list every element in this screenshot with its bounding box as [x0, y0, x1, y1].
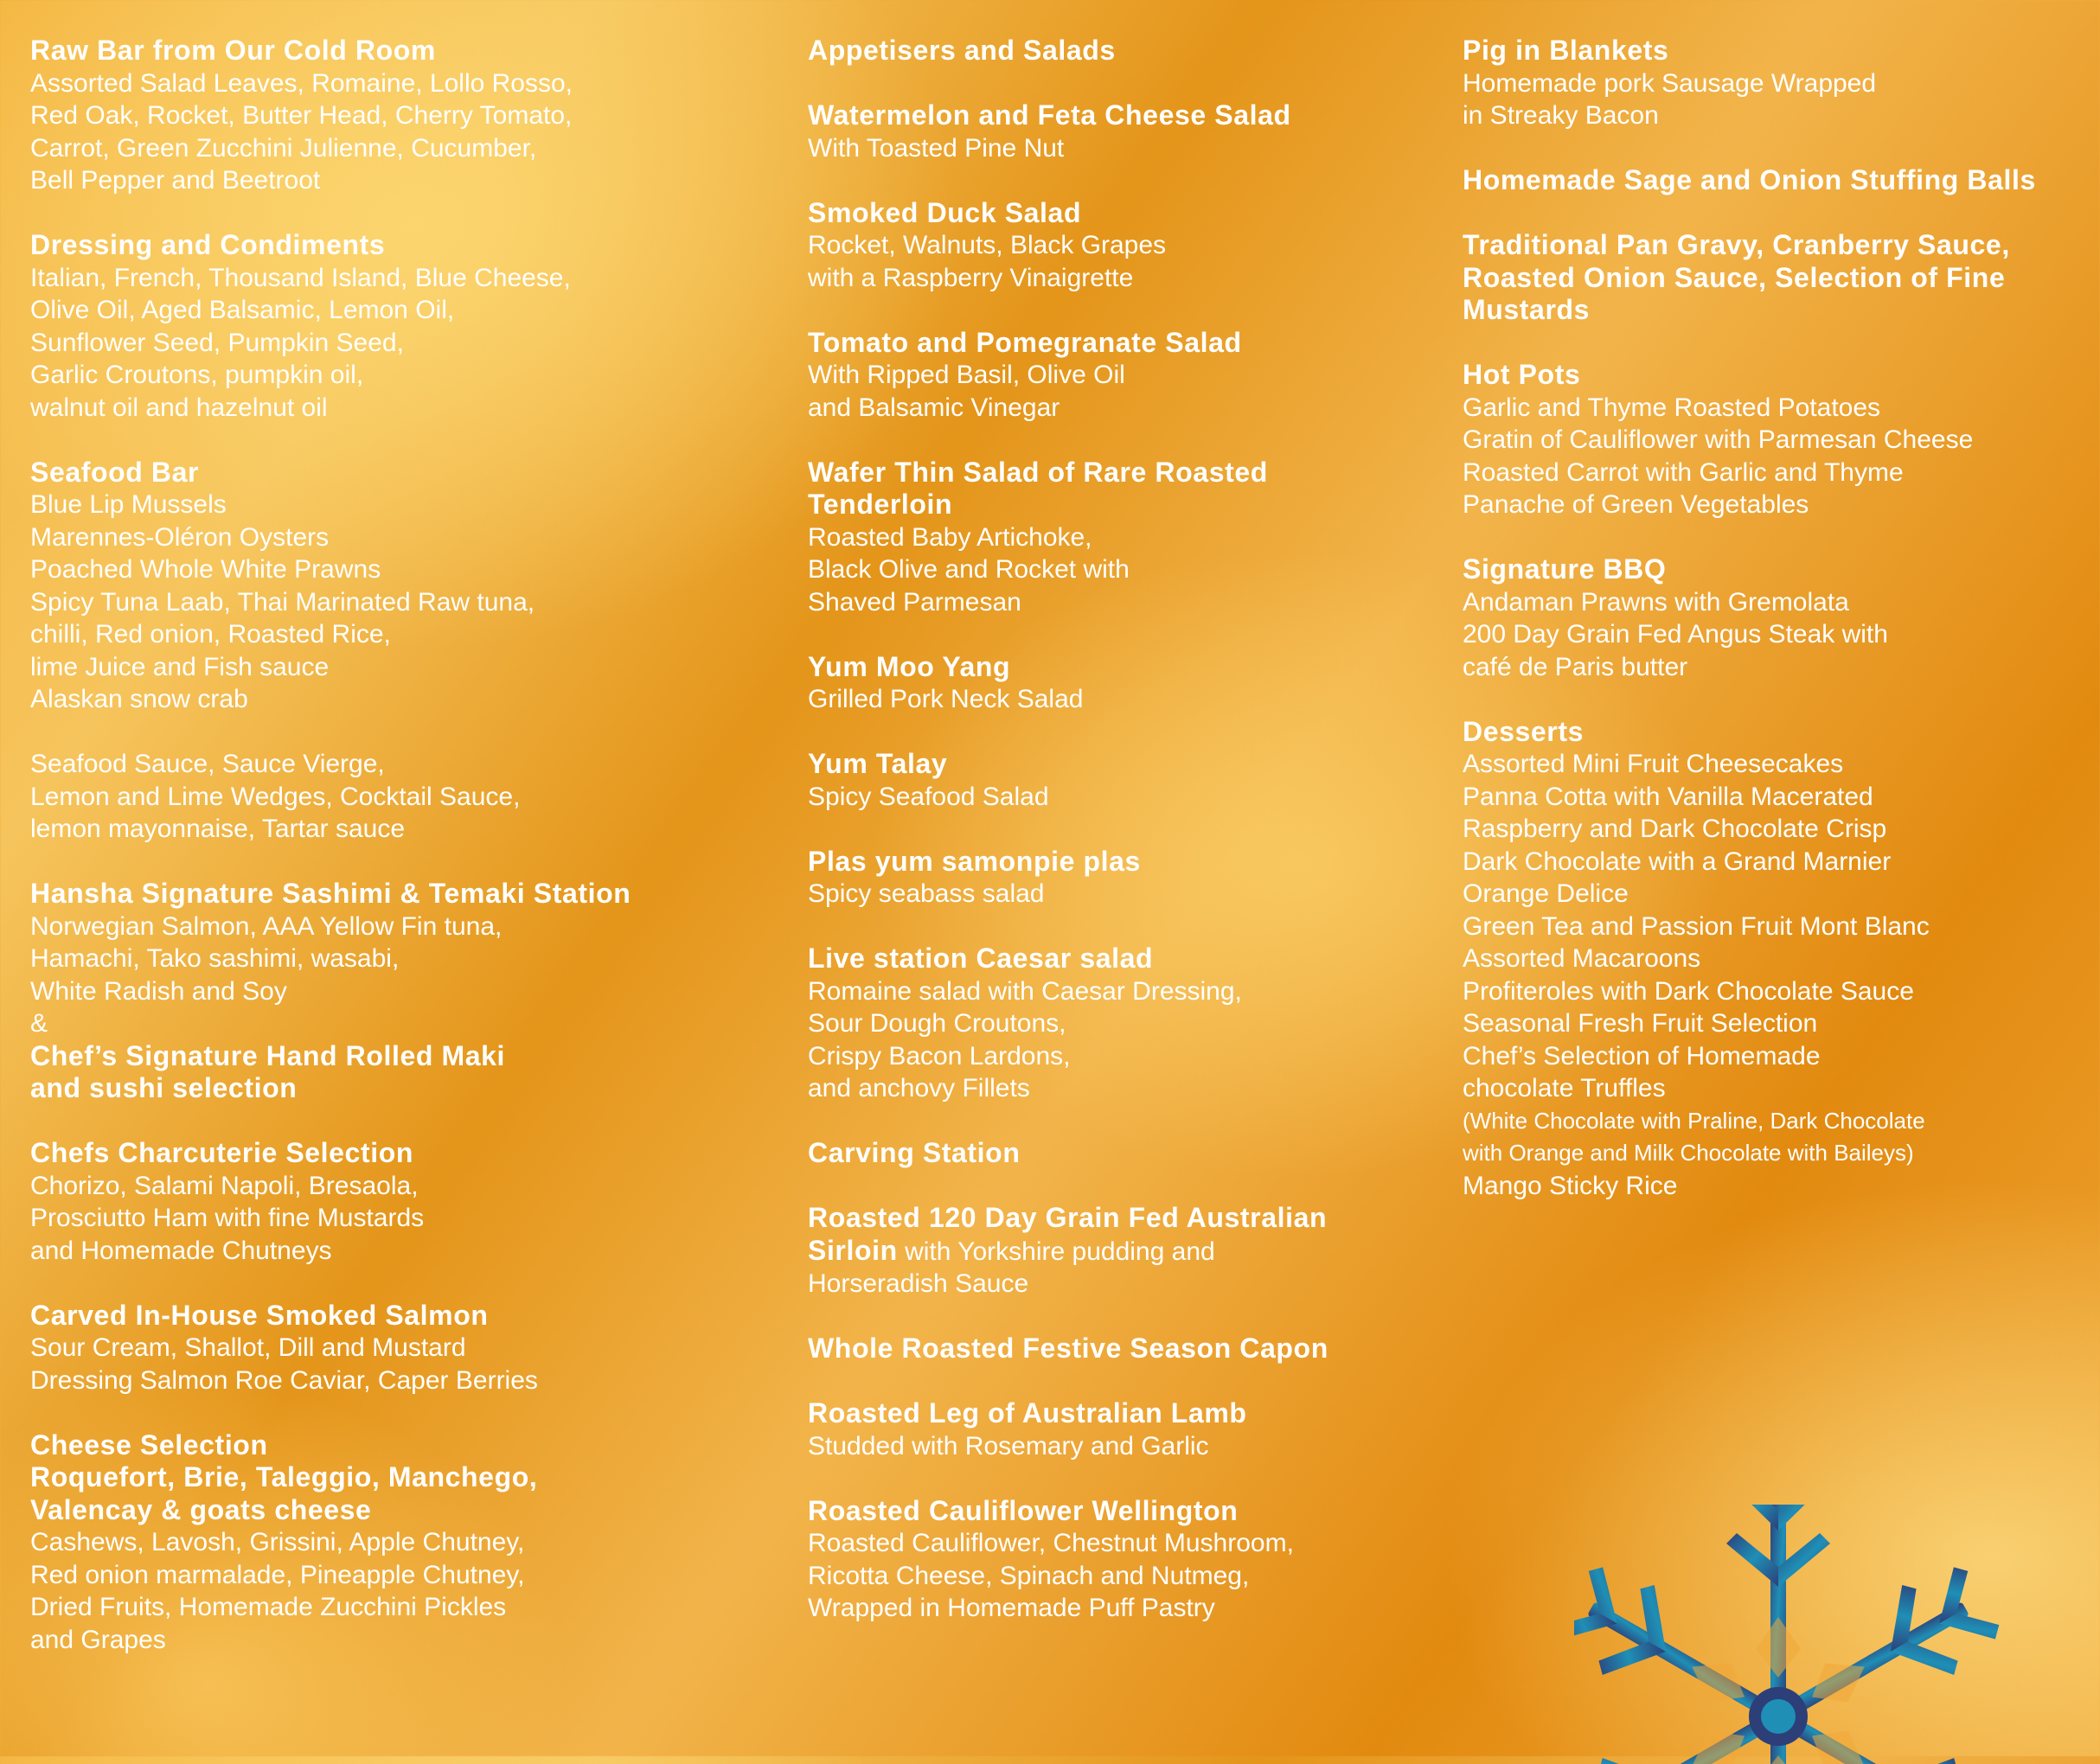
menu-section [808, 1397, 1413, 1462]
menu-section [808, 651, 1413, 716]
menu-item: Italian, French, Thousand Island, Blue Cheese, [30, 263, 571, 292]
menu-section [1463, 359, 2085, 521]
menu-item: Carrot, Green Zucchini Julienne, Cucumber, [30, 133, 537, 163]
section-heading: Desserts [1463, 715, 1585, 747]
section-heading: Traditional Pan Gravy, Cranberry Sauce, [1463, 229, 2010, 260]
menu-item: Seasonal Fresh Fruit Selection [1463, 1009, 1818, 1038]
menu-item: Garlic and Thyme Roasted Potatoes [1463, 393, 1881, 422]
menu-note: (White Chocolate with Praline, Dark Chocolate [1463, 1107, 1925, 1134]
menu-item: Marennes-Oléron Oysters [30, 522, 330, 552]
menu-item: Sour Cream, Shallot, Dill and Mustard [30, 1333, 466, 1362]
menu-section [1463, 553, 2085, 683]
menu-item: café de Paris butter [1463, 652, 1688, 681]
menu-item: Studded with Rosemary and Garlic [808, 1431, 1209, 1460]
section-heading: Hansha Signature Sashimi & Temaki Station [30, 878, 631, 909]
menu-item: Red onion marmalade, Pineapple Chutney, [30, 1560, 525, 1589]
section-heading: Pig in Blankets [1463, 35, 1669, 66]
menu-item: Assorted Mini Fruit Cheesecakes [1463, 750, 1844, 778]
menu-section [808, 1137, 1413, 1170]
menu-item: lemon mayonnaise, Tartar sauce [30, 815, 406, 843]
section-heading: Chefs Charcuterie Selection [30, 1137, 413, 1168]
menu-item: Mango Sticky Rice [1463, 1171, 1678, 1200]
menu-item: Sour Dough Croutons, [808, 1009, 1066, 1038]
menu-item: Gratin of Cauliflower with Parmesan Cheese [1463, 425, 1974, 454]
section-heading: Wafer Thin Salad of Rare Roasted [808, 456, 1268, 488]
menu-item: Roasted Carrot with Garlic and Thyme [1463, 457, 1904, 487]
section-heading: Appetisers and Salads [808, 35, 1116, 66]
menu-column-left [30, 35, 757, 1689]
menu-item: in Streaky Bacon [1463, 101, 1659, 130]
section-heading: Roasted 120 Day Grain Fed Australian [808, 1202, 1328, 1233]
section-heading: Yum Moo Yang [808, 650, 1011, 682]
section-heading: Watermelon and Feta Cheese Salad [808, 99, 1291, 131]
section-heading: Signature BBQ [1463, 553, 1667, 585]
menu-item: Cashews, Lavosh, Grissini, Apple Chutney, [30, 1528, 525, 1556]
menu-item: Shaved Parmesan [808, 587, 1021, 617]
menu-item: With Toasted Pine Nut [808, 133, 1065, 163]
menu-section [30, 35, 757, 197]
menu-item: Red Oak, Rocket, Butter Head, Cherry Tomato, [30, 101, 573, 130]
section-heading: Plas yum samonpie plas [808, 845, 1141, 877]
menu-item: Chef’s Selection of Homemade [1463, 1041, 1821, 1071]
menu-item: Wrapped in Homemade Puff Pastry [808, 1594, 1215, 1622]
section-heading: Smoked Duck Salad [808, 196, 1082, 228]
section-heading: Seafood Bar [30, 456, 200, 488]
section-heading: Sirloin [808, 1234, 898, 1266]
sub-heading: Chef’s Signature Hand Rolled Maki [30, 1039, 506, 1071]
menu-item: Roasted Cauliflower, Chestnut Mushroom, [808, 1529, 1294, 1557]
menu-item: and Homemade Chutneys [30, 1236, 332, 1265]
menu-item: Assorted Salad Leaves, Romaine, Lollo Rosso, [30, 68, 573, 98]
menu-item: chocolate Truffles [1463, 1074, 1666, 1102]
menu-section [808, 943, 1413, 1105]
menu-section [808, 99, 1413, 164]
section-heading: Cheese Selection [30, 1428, 268, 1460]
menu-section [808, 1202, 1413, 1301]
menu-section [808, 748, 1413, 813]
section-heading: Raw Bar from Our Cold Room [30, 35, 436, 66]
menu-section [1463, 35, 2085, 132]
snowflake-icon [1574, 1505, 2093, 1764]
menu-item: Crispy Bacon Lardons, [808, 1041, 1071, 1071]
menu-item: With Ripped Basil, Olive Oil [808, 361, 1125, 389]
section-heading: Roasted Leg of Australian Lamb [808, 1397, 1247, 1428]
section-heading: Carved In-House Smoked Salmon [30, 1299, 489, 1331]
menu-item: Alaskan snow crab [30, 685, 248, 713]
menu-item: Dried Fruits, Homemade Zucchini Pickles [30, 1593, 507, 1621]
menu-section [1463, 716, 2085, 1203]
section-heading: Valencay & goats cheese [30, 1493, 372, 1525]
menu-item: 200 Day Grain Fed Angus Steak with [1463, 620, 1888, 649]
menu-section [808, 327, 1413, 425]
menu-note: with Orange and Milk Chocolate with Baileys) [1463, 1140, 1914, 1166]
menu-section [808, 1495, 1413, 1625]
menu-item: walnut oil and hazelnut oil [30, 393, 328, 422]
menu-section [30, 229, 757, 424]
menu-item: Blue Lip Mussels [30, 490, 227, 519]
menu-column-right [1463, 35, 2085, 1235]
menu-item: Spicy seabass salad [808, 879, 1045, 908]
section-heading: Homemade Sage and Onion Stuffing Balls [1463, 164, 2036, 195]
menu-item: Panna Cotta with Vanilla Macerated [1463, 782, 1873, 811]
menu-item: Poached Whole White Prawns [30, 555, 381, 584]
menu-item: Black Olive and Rocket with [808, 555, 1130, 584]
menu-item: chilli, Red onion, Roasted Rice, [30, 620, 391, 649]
menu-item: Spicy Tuna Laab, Thai Marinated Raw tuna, [30, 587, 535, 617]
menu-item: lime Juice and Fish sauce [30, 652, 330, 681]
menu-item: Rocket, Walnuts, Black Grapes [808, 231, 1167, 259]
menu-item: Homemade pork Sausage Wrapped [1463, 68, 1877, 98]
section-heading: Whole Roasted Festive Season Capon [808, 1333, 1329, 1364]
menu-item: and Balsamic Vinegar [808, 393, 1060, 422]
menu-item: Ricotta Cheese, Spinach and Nutmeg, [808, 1561, 1250, 1590]
section-heading: Tenderloin [808, 489, 953, 520]
menu-section [808, 197, 1413, 295]
menu-item: Grilled Pork Neck Salad [808, 685, 1084, 713]
menu-item: & [30, 1009, 48, 1038]
menu-item: Profiteroles with Dark Chocolate Sauce [1463, 976, 1914, 1006]
section-heading: Roquefort, Brie, Taleggio, Manchego, [30, 1461, 538, 1492]
section-heading: Carving Station [808, 1137, 1021, 1168]
menu-item: Olive Oil, Aged Balsamic, Lemon Oil, [30, 296, 455, 324]
menu-item: Roasted Baby Artichoke, [808, 522, 1092, 552]
menu-item: Chorizo, Salami Napoli, Bresaola, [30, 1171, 419, 1200]
section-heading: Tomato and Pomegranate Salad [808, 326, 1242, 358]
menu-item: Raspberry and Dark Chocolate Crisp [1463, 815, 1887, 843]
menu-item: Dressing Salmon Roe Caviar, Caper Berries [30, 1365, 538, 1395]
menu-section [1463, 229, 2085, 327]
section-heading: Mustards [1463, 294, 1591, 325]
menu-section [808, 1333, 1413, 1365]
menu-item: Sunflower Seed, Pumpkin Seed, [30, 328, 404, 357]
menu-item: Assorted Macaroons [1463, 944, 1701, 973]
menu-item: with a Raspberry Vinaigrette [808, 263, 1134, 292]
menu-column-middle [808, 35, 1413, 1657]
menu-item: Garlic Croutons, pumpkin oil, [30, 361, 364, 389]
menu-section [30, 1300, 757, 1397]
sub-heading: and sushi selection [30, 1072, 298, 1103]
menu-item: Bell Pepper and Beetroot [30, 166, 321, 195]
menu-line [808, 1235, 1413, 1269]
menu-item: Romaine salad with Caesar Dressing, [808, 976, 1242, 1006]
section-heading: Dressing and Condiments [30, 229, 386, 260]
menu-section [808, 457, 1413, 619]
menu-item: Green Tea and Passion Fruit Mont Blanc [1463, 911, 1930, 941]
menu-item: Spicy Seafood Salad [808, 782, 1049, 811]
menu-section [30, 1429, 757, 1657]
section-heading: Roasted Cauliflower Wellington [808, 1494, 1239, 1526]
section-heading: Hot Pots [1463, 359, 1581, 390]
menu-item: Lemon and Lime Wedges, Cocktail Sauce, [30, 782, 521, 811]
menu-section [30, 1137, 757, 1267]
menu-section [808, 35, 1413, 67]
menu-item: Seafood Sauce, Sauce Vierge, [30, 750, 385, 778]
menu-item-text: with Yorkshire pudding and [897, 1237, 1215, 1266]
menu-item: and anchovy Fillets [808, 1074, 1030, 1102]
menu-item: Prosciutto Ham with fine Mustards [30, 1204, 425, 1232]
menu-item: Horseradish Sauce [808, 1269, 1029, 1298]
menu-section [30, 457, 757, 716]
menu-section [30, 878, 757, 1105]
menu-item: Hamachi, Tako sashimi, wasabi, [30, 944, 400, 973]
section-heading: Yum Talay [808, 748, 948, 779]
menu-item: White Radish and Soy [30, 976, 287, 1006]
menu-item: Orange Delice [1463, 879, 1629, 908]
menu-item: and Grapes [30, 1625, 166, 1654]
menu-section [1463, 164, 2085, 197]
section-heading: Live station Caesar salad [808, 943, 1154, 974]
menu-item: Norwegian Salmon, AAA Yellow Fin tuna, [30, 911, 503, 941]
menu-item: Andaman Prawns with Gremolata [1463, 587, 1849, 617]
menu-item: Dark Chocolate with a Grand Marnier [1463, 847, 1892, 876]
menu-section [30, 748, 757, 846]
menu-section [808, 846, 1413, 911]
section-heading: Roasted Onion Sauce, Selection of Fine [1463, 261, 2006, 293]
menu-item: Panache of Green Vegetables [1463, 490, 1809, 519]
